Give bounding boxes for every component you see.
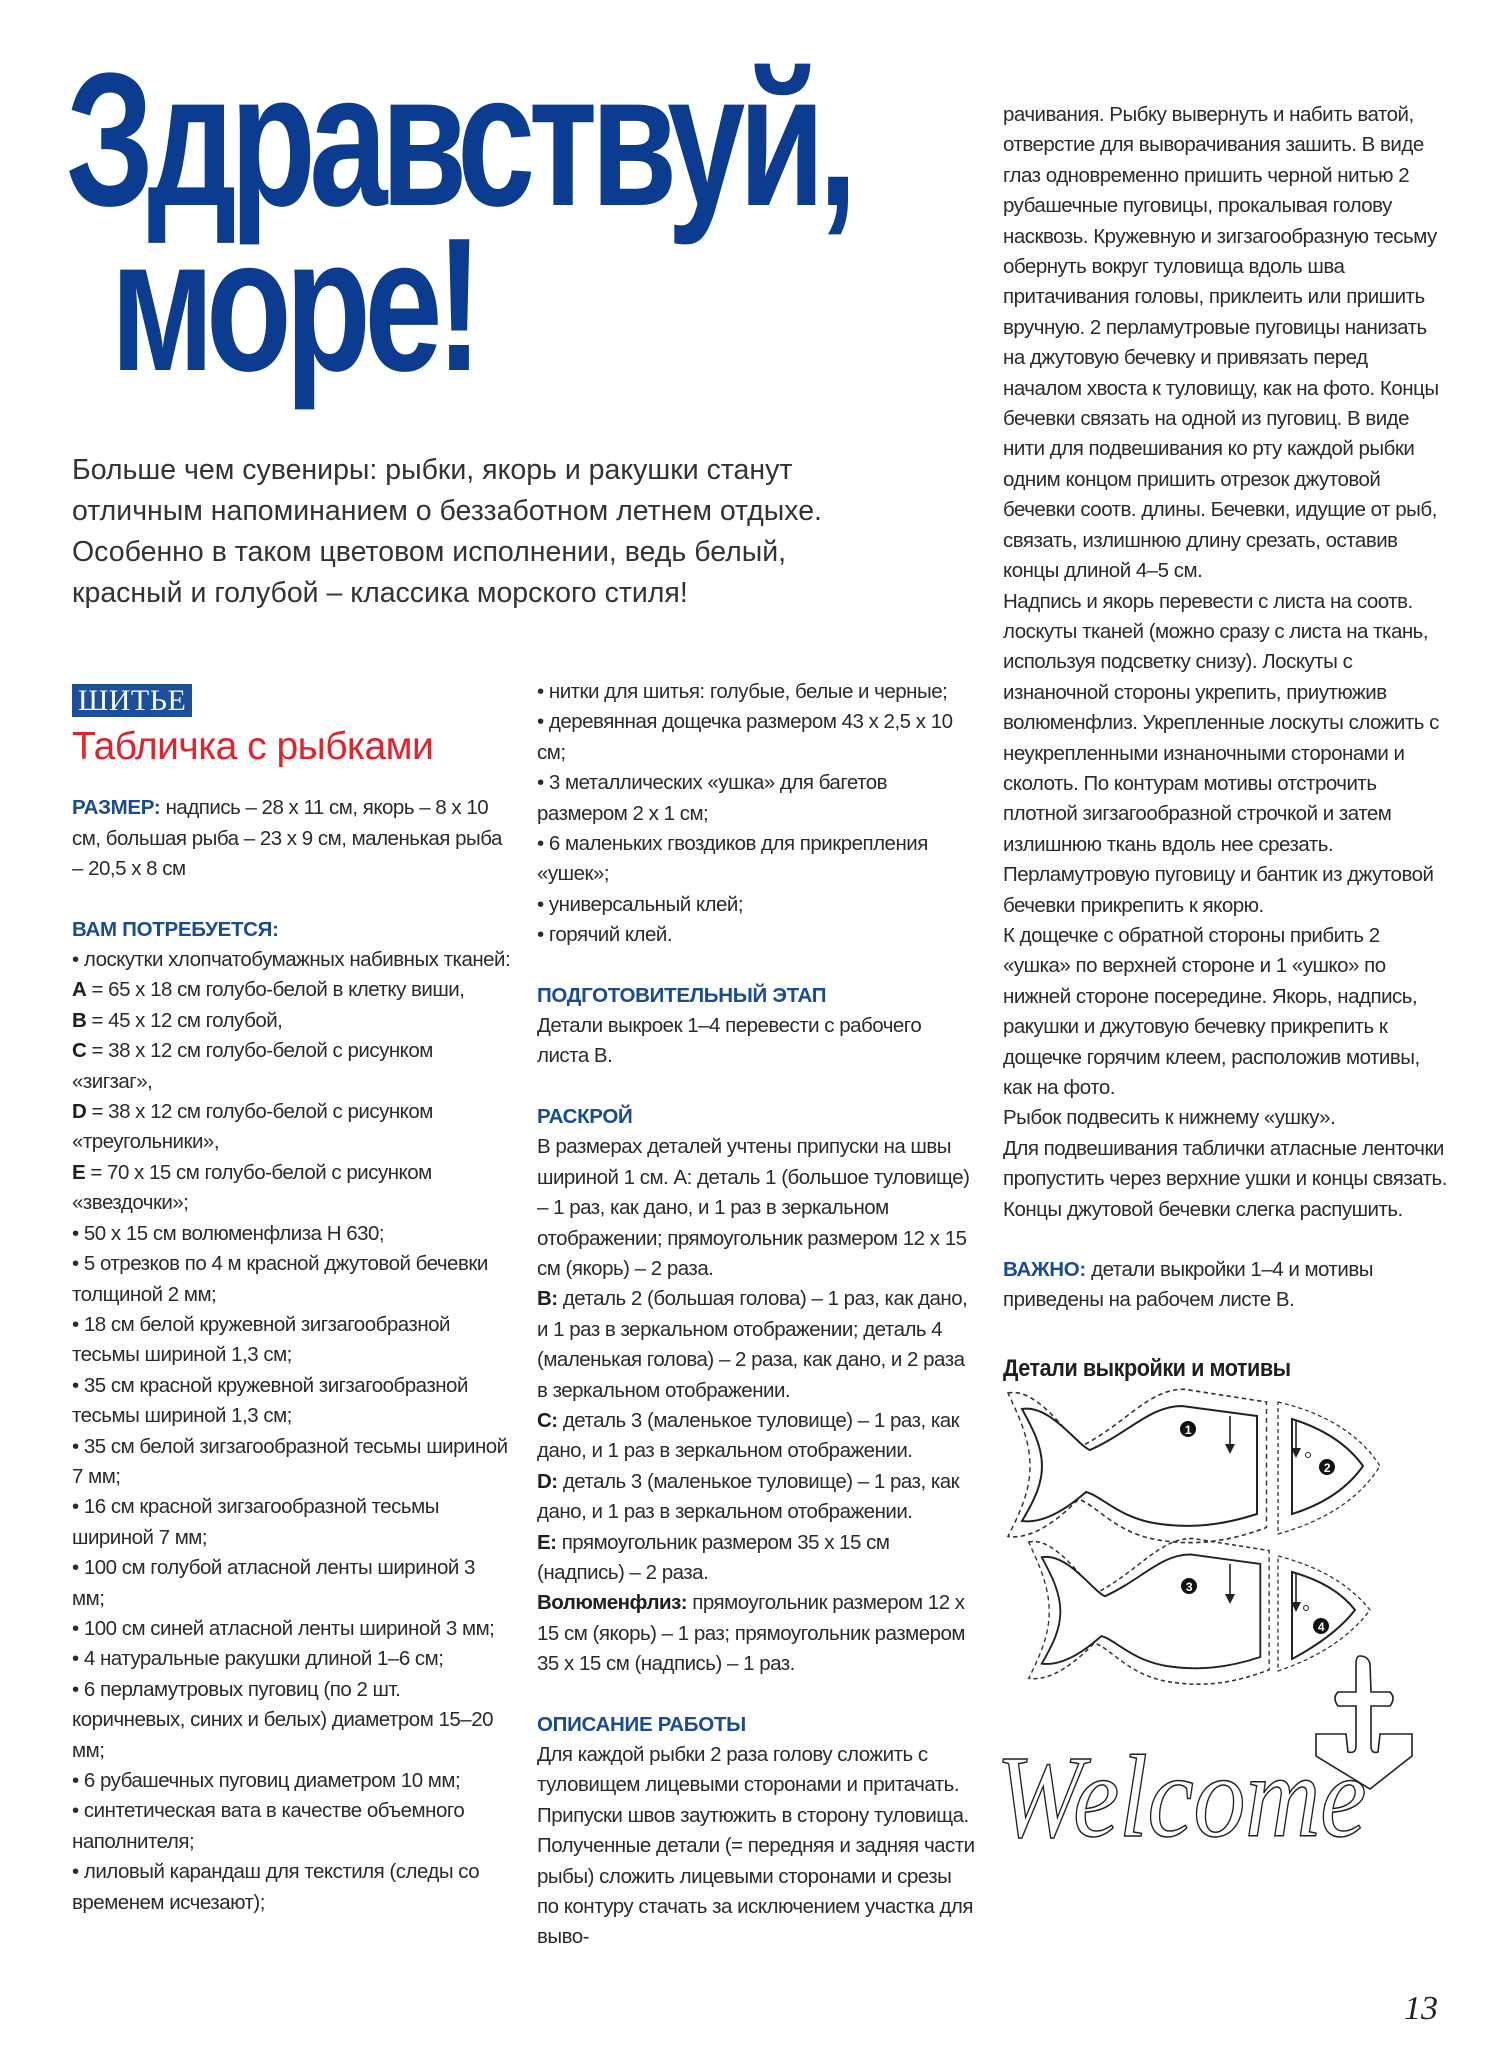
materials-heading: ВАМ ПОТРЕБУЕТСЯ:: [72, 917, 279, 941]
cutting-paragraph: [537, 1467, 977, 1528]
materials-item-text: • 35 см белой зигзагообразной тесьмы шириной 7 мм;: [72, 1434, 508, 1488]
prep-heading: ПОДГОТОВИТЕЛЬНЫЙ ЭТАП: [537, 983, 827, 1007]
middle-column: [537, 677, 977, 1953]
materials-item-text: • 50 х 15 см волюменфлиза Н 630;: [72, 1221, 385, 1245]
fish-pattern-large: [1008, 1389, 1380, 1542]
size-paragraph: [72, 793, 512, 884]
piece-label-3: 3: [1185, 1579, 1193, 1594]
materials-item: [537, 890, 977, 920]
cutting-body: [537, 1132, 977, 1679]
fish-pattern-small: [1029, 1538, 1370, 1684]
materials-item-text: • горячий клей.: [537, 923, 673, 947]
materials-item-text: • 16 см красной зигзагообразной тесьмы шириной 7 мм;: [72, 1495, 439, 1549]
work-paragraph-text: Для подвешивания таблички атласные ленточки пропустить через верхние ушки и концы связать. Концы джутовой бечевки слегка распушить.: [1003, 1136, 1447, 1221]
cutting-heading: РАСКРОЙ: [537, 1104, 633, 1128]
materials-item: [72, 1158, 512, 1219]
cutting-paragraph: [537, 1284, 977, 1406]
project-title: Табличка с рыбками: [72, 725, 434, 769]
work-paragraph-text: К дощечке с обратной стороны прибить 2 «ушка» по верхней стороне и 1 «ушко» по нижней стороне посередине. Якорь, надпись, ракушки и джутовую бечевку прикрепить к дощечке горячим клеем, расположив мотивы, как на фото.: [1003, 923, 1420, 1099]
materials-item-text: • 18 см белой кружевной зигзагообразной тесьмы шириной 1,3 см;: [72, 1312, 450, 1367]
cutting-paragraph-lead: Е:: [537, 1530, 557, 1554]
headline-line-2: море!: [110, 199, 477, 411]
work-paragraph: [1003, 587, 1448, 861]
work-paragraph-text: Надпись и якорь перевести с листа на соотв. лоскуты тканей (можно сразу с листа на ткань, используя подсветку снизу). Лоскуты с изнаночной стороны укрепить, приутюжив волюменфлиз. Укрепленные лоскуты сложить с неукрепленными изнаночными сторонами и сколоть. По контурам мотивы отстрочить плотной зигзагообразной строчкой и затем излишнюю ткань вдоль нее срезать.: [1003, 589, 1439, 856]
materials-item: [537, 768, 977, 829]
cutting-paragraph-text: деталь 3 (маленькое туловище) – 1 раз, как дано, и 1 раз в зеркальном отображении.: [537, 1469, 960, 1524]
materials-item: [72, 1097, 512, 1158]
materials-item: [72, 1249, 512, 1310]
work-paragraph: [537, 1740, 977, 1953]
prep-paragraph-text: Детали выкроек 1–4 перевести с рабочего листа В.: [537, 1014, 922, 1068]
materials-item: [72, 1371, 512, 1432]
materials-item: [72, 1219, 512, 1249]
work-paragraph-text: рачивания. Рыбку вывернуть и набить ватой, отверстие для выворачивания зашить. В виде глаз одновременно пришить черной нитью 2 рубашечные пуговицы, прокалывая голову насквозь. Кружевную и зигзагообразную тесьму обернуть вокруг туловища вдоль шва притачивания головы, приклеить или пришить вручную. 2 перламутровые пуговицы нанизать на джутовую бечевку и привязать перед началом хвоста к туловищу, как на фото. Концы бечевки связать на одной из пуговиц. В виде нити для подвешивания ко рту каждой рыбки одним концом пришить отрезок джутовой бечевки соотв. длины. Бечевки, идущие от рыб, связать, излишнюю длину срезать, оставив концы длиной 4–5 см.: [1003, 103, 1439, 583]
materials-item-text: • 6 маленьких гвоздиков для прикрепления «ушек»;: [537, 832, 928, 886]
materials-item-text: = 45 х 12 см голубой,: [86, 1008, 283, 1032]
work-paragraph-text: Рыбок подвесить к нижнему «ушку».: [1003, 1106, 1336, 1130]
materials-item: [72, 945, 512, 975]
right-column: [996, 100, 1448, 1854]
materials-item: [537, 829, 977, 890]
cutting-paragraph-text: В размерах деталей учтены припуски на швы шириной 1 см. А: деталь 1 (большое туловище) – 1 раз, как дано, и 1 раз в зеркальном отображении; прямоугольник размером 12 х 15 см (якорь) – 2 раза.: [537, 1135, 970, 1280]
work-body: [537, 1740, 977, 1953]
materials-item: [72, 1492, 512, 1553]
materials-item-text: • 35 см красной кружевной зигзагообразной тесьмы шириной 1,3 см;: [72, 1373, 468, 1428]
materials-item: [72, 1857, 512, 1918]
materials-item-lead: Е: [72, 1160, 86, 1184]
materials-item-lead: В: [72, 1008, 87, 1032]
materials-item: [537, 707, 977, 768]
eye-mark-icon: [1306, 1452, 1311, 1457]
materials-item: [72, 1644, 512, 1674]
cutting-paragraph-lead: С:: [537, 1408, 558, 1432]
materials-item-text: • 100 см синей атласной ленты шириной 3 мм;: [72, 1616, 495, 1640]
important-text: детали выкройки 1–4 и мотивы приведены на рабочем листе В.: [1003, 1258, 1373, 1312]
cutting-paragraph: [537, 1406, 977, 1467]
cutting-paragraph: [537, 1588, 977, 1679]
fish-body-piece-1: [1008, 1389, 1267, 1542]
materials-item-text: = 70 х 15 см голубо-белой с рисунком «звездочки»;: [72, 1160, 432, 1215]
cutting-paragraph: [537, 1528, 977, 1589]
materials-item-lead: D: [72, 1100, 87, 1124]
materials-item-text: • деревянная дощечка размером 43 х 2,5 х 10 см;: [537, 710, 953, 764]
materials-item: [72, 1310, 512, 1371]
cutting-paragraph-text: деталь 3 (маленькое туловище) – 1 раз, как дано, и 1 раз в зеркальном отображении.: [537, 1408, 960, 1463]
materials-item: [72, 1553, 512, 1614]
page-number: 13: [1404, 1990, 1438, 2027]
materials-item-text: • лоскутки хлопчатобумажных набивных тканей:: [72, 948, 511, 972]
materials-item: [72, 1036, 512, 1097]
work-paragraph: [1003, 1134, 1448, 1225]
work-body-continued: [1003, 100, 1448, 1225]
cutting-paragraph-lead: D:: [537, 1469, 558, 1493]
work-paragraph: [1003, 860, 1448, 921]
work-paragraph-text: Для каждой рыбки 2 раза голову сложить с туловищем лицевыми сторонами и притачать. Припуски швов заутюжить в сторону туловища. Полученные детали (= передняя и задняя части рыбы) сложить лицевыми сторонами и срезы по контуру стачать за исключением участка для выво-: [537, 1743, 975, 1949]
materials-item-text: • универсальный клей;: [537, 892, 744, 916]
materials-item: [72, 1006, 512, 1036]
materials-item: [537, 677, 977, 707]
materials-item-text: = 38 х 12 см голубо-белой с рисунком «зигзаг»,: [72, 1039, 433, 1093]
work-paragraph: [1003, 921, 1448, 1103]
materials-item-lead: С: [72, 1039, 87, 1063]
work-paragraph-text: Перламутровую пуговицу и бантик из джутовой бечевки прикрепить к якорю.: [1003, 863, 1434, 917]
important-note: [1003, 1255, 1448, 1316]
piece-label-1: 1: [1184, 1422, 1192, 1437]
materials-item-text: • 100 см голубой атласной ленты шириной 3 мм;: [72, 1556, 475, 1610]
materials-item: [72, 1614, 512, 1644]
materials-item-text: • 4 натуральные ракушки длиной 1–6 см;: [72, 1647, 444, 1671]
eye-mark-icon: [1304, 1605, 1309, 1610]
cutting-paragraph-lead: Волюменфлиз:: [537, 1591, 688, 1615]
materials-item-text: • 3 металлических «ушка» для багетов размером 2 х 1 см;: [537, 771, 888, 825]
materials-item: [72, 975, 512, 1005]
materials-item: [537, 920, 977, 950]
materials-item-text: = 38 х 12 см голубо-белой с рисунком «треугольники»,: [72, 1100, 433, 1154]
cutting-paragraph-lead: В:: [537, 1287, 558, 1311]
cutting-paragraph: [537, 1132, 977, 1284]
prep-body: [537, 1011, 977, 1072]
fish-body-piece-3: [1029, 1538, 1269, 1684]
headline-line-1: Здравствуй,: [66, 34, 851, 246]
materials-item-text: = 65 х 18 см голубо-белой в клетку виши,: [86, 978, 465, 1002]
materials-item-text: • нитки для шитья: голубые, белые и черные;: [537, 680, 948, 703]
materials-item: [72, 1796, 512, 1857]
materials-item-lead: А: [72, 978, 87, 1002]
fish-head-piece-4: [1278, 1556, 1370, 1671]
intro-paragraph: Больше чем сувениры: рыбки, якорь и ракушки станут отличным напоминанием о беззаботном летнем отдыхе. Особенно в таком цветовом исполнении, ведь белый, красный и голубой – классика морского стиля!: [72, 454, 822, 609]
materials-item: [72, 1766, 512, 1796]
work-paragraph: [1003, 100, 1448, 587]
piece-label-2: 2: [1323, 1460, 1331, 1475]
left-column: [72, 684, 512, 1918]
materials-list-continued: [537, 677, 977, 951]
materials-item-text: • лиловый карандаш для текстиля (следы со временем исчезают);: [72, 1860, 480, 1914]
fish-head-piece-2: [1278, 1402, 1380, 1534]
work-paragraph: [1003, 1103, 1448, 1133]
page-headline: [66, 34, 851, 411]
welcome-motif: Welcome: [996, 1730, 1366, 1854]
materials-item-text: • 6 рубашечных пуговиц диаметром 10 мм;: [72, 1769, 461, 1792]
piece-label-4: 4: [1317, 1619, 1325, 1634]
cutting-paragraph-text: прямоугольник размером 35 х 15 см (надпись) – 2 раза.: [537, 1530, 890, 1584]
pattern-figure: [990, 1384, 1450, 1854]
section-badge: ШИТЬЕ: [72, 684, 192, 717]
materials-list: [72, 945, 512, 1918]
cutting-paragraph-text: прямоугольник размером 12 х 15 см (якорь) – 1 раз; прямоугольник размером 35 х 15 см (надпись) – 1 раз.: [537, 1591, 966, 1676]
cutting-paragraph-text: деталь 2 (большая голова) – 1 раз, как дано, и 1 раз в зеркальном отображении; деталь 4 (маленькая голова) – 2 раза, как дано, и 2 раза в зеркальном отображении.: [537, 1287, 968, 1402]
size-text: надпись – 28 х 11 см, якорь – 8 х 10 см, большая рыба – 23 х 9 см, маленькая рыба – 20,5 х 8 см: [72, 796, 502, 881]
work-heading: ОПИСАНИЕ РАБОТЫ: [537, 1712, 746, 1736]
materials-item: [72, 1432, 512, 1493]
important-label: ВАЖНО:: [1003, 1258, 1086, 1282]
materials-item-text: • синтетическая вата в качестве объемного наполнителя;: [72, 1799, 465, 1853]
prep-paragraph: [537, 1011, 977, 1072]
materials-item: [72, 1675, 512, 1766]
figure-title: Детали выкройки и мотивы: [1003, 1354, 1291, 1382]
materials-item-text: • 5 отрезков по 4 м красной джутовой бечевки толщиной 2 мм;: [72, 1252, 488, 1306]
size-label: РАЗМЕР:: [72, 796, 161, 820]
materials-item-text: • 6 перламутровых пуговиц (по 2 шт. коричневых, синих и белых) диаметром 15–20 мм;: [72, 1677, 494, 1762]
